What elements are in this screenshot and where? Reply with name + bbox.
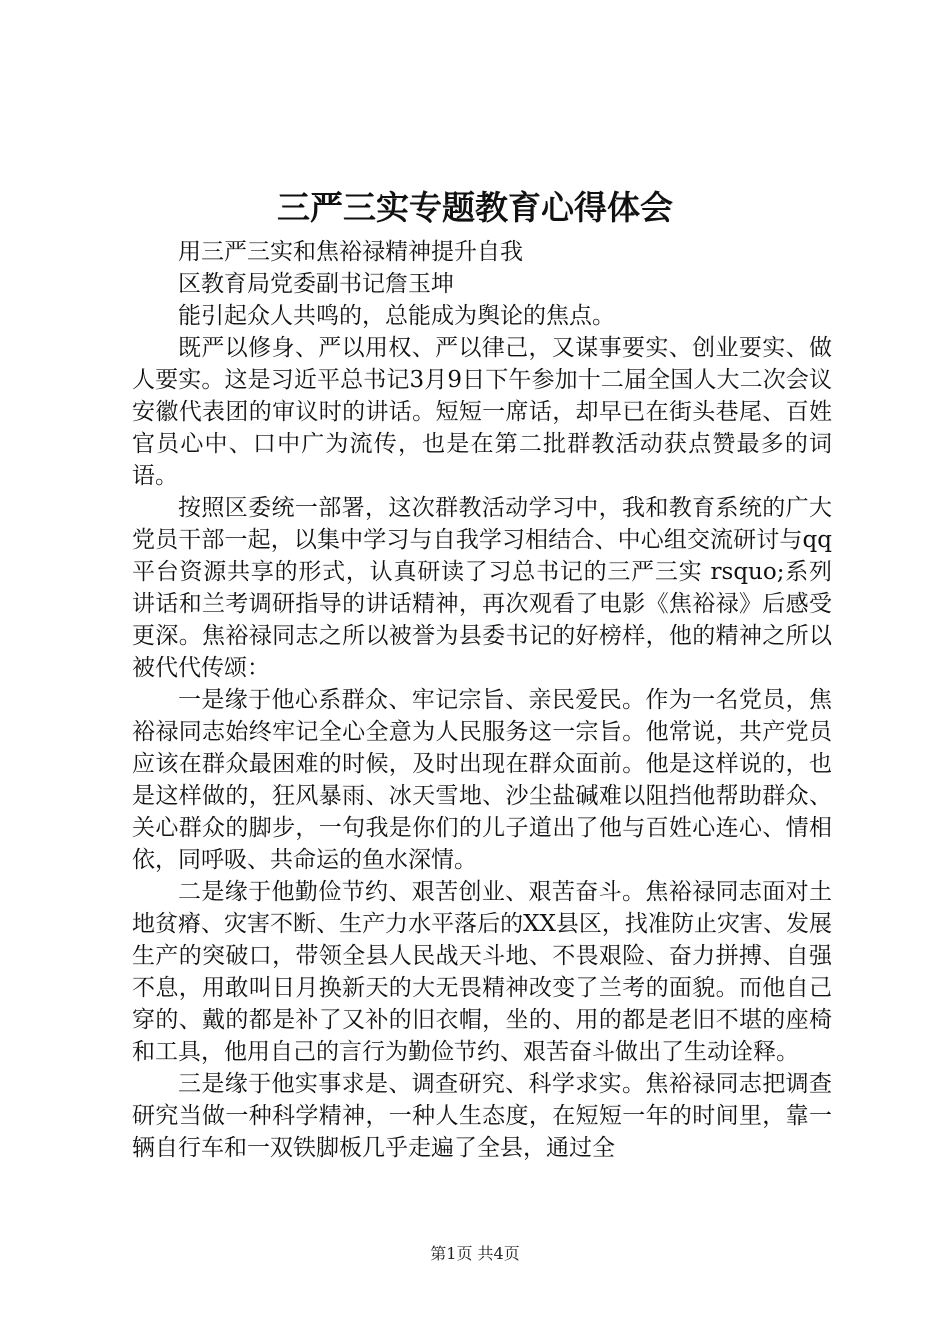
body-paragraph: 一是缘于他心系群众、牢记宗旨、亲民爱民。作为一名党员，焦裕禄同志始终牢记全心全意为人民服务这一宗旨。他常说，共产党员应该在群众最困难的时候，及时出现在群众面前。他是这样说的，也是这样做的，狂风暴雨、冰天雪地、沙尘盐碱难以阻挡他帮助群众、关心群众的脚步，一句我是你们的儿子道出了他与百姓心连心、情相依，同呼吸、共命运的鱼水深情。 (132, 687, 832, 873)
document-body (132, 236, 832, 1164)
body-paragraph: 既严以修身、严以用权、严以律己，又谋事要实、创业要实、做人要实。这是习近平总书记3月9日下午参加十二届全国人大二次会议安徽代表团的审议时的讲话。短短一席话，却早已在街头巷尾、百姓官员心中、口中广为流传，也是在第二批群教活动获点赞最多的词语。 (132, 335, 832, 489)
body-paragraph: 二是缘于他勤俭节约、艰苦创业、艰苦奋斗。焦裕禄同志面对土地贫瘠、灾害不断、生产力水平落后的XX县区，找准防止灾害、发展生产的突破口，带领全县人民战天斗地、不畏艰险、奋力拼搏、自强不息，用敢叫日月换新天的大无畏精神改变了兰考的面貌。而他自己穿的、戴的都是补了又补的旧衣帽，坐的、用的都是老旧不堪的座椅和工具，他用自己的言行为勤俭节约、艰苦奋斗做出了生动诠释。 (132, 879, 832, 1065)
author-paragraph: 区教育局党委副书记詹玉坤 (178, 271, 454, 297)
document-title: 三严三实专题教育心得体会 (277, 188, 673, 227)
page-indicator: 第1页 共4页 (430, 1244, 520, 1263)
subtitle-paragraph: 用三严三实和焦裕禄精神提升自我 (178, 239, 523, 265)
body-paragraph: 三是缘于他实事求是、调查研究、科学求实。焦裕禄同志把调查研究当做一种科学精神，一种人生态度，在短短一年的时间里，靠一辆自行车和一双铁脚板几乎走遍了全县，通过全 (132, 1071, 832, 1161)
body-paragraph: 能引起众人共鸣的，总能成为舆论的焦点。 (178, 303, 615, 329)
body-paragraph: 按照区委统一部署，这次群教活动学习中，我和教育系统的广大党员干部一起，以集中学习与自我学习相结合、中心组交流研讨与qq平台资源共享的形式，认真研读了习总书记的三严三实 rsquo;系列讲话和兰考调研指导的讲话精神，再次观看了电影《焦裕禄》后感受更深。焦裕禄同志之所以被誉为县委书记的好榜样，他的精神之所以被代代传颂： (132, 495, 832, 681)
page-footer (0, 1242, 950, 1266)
